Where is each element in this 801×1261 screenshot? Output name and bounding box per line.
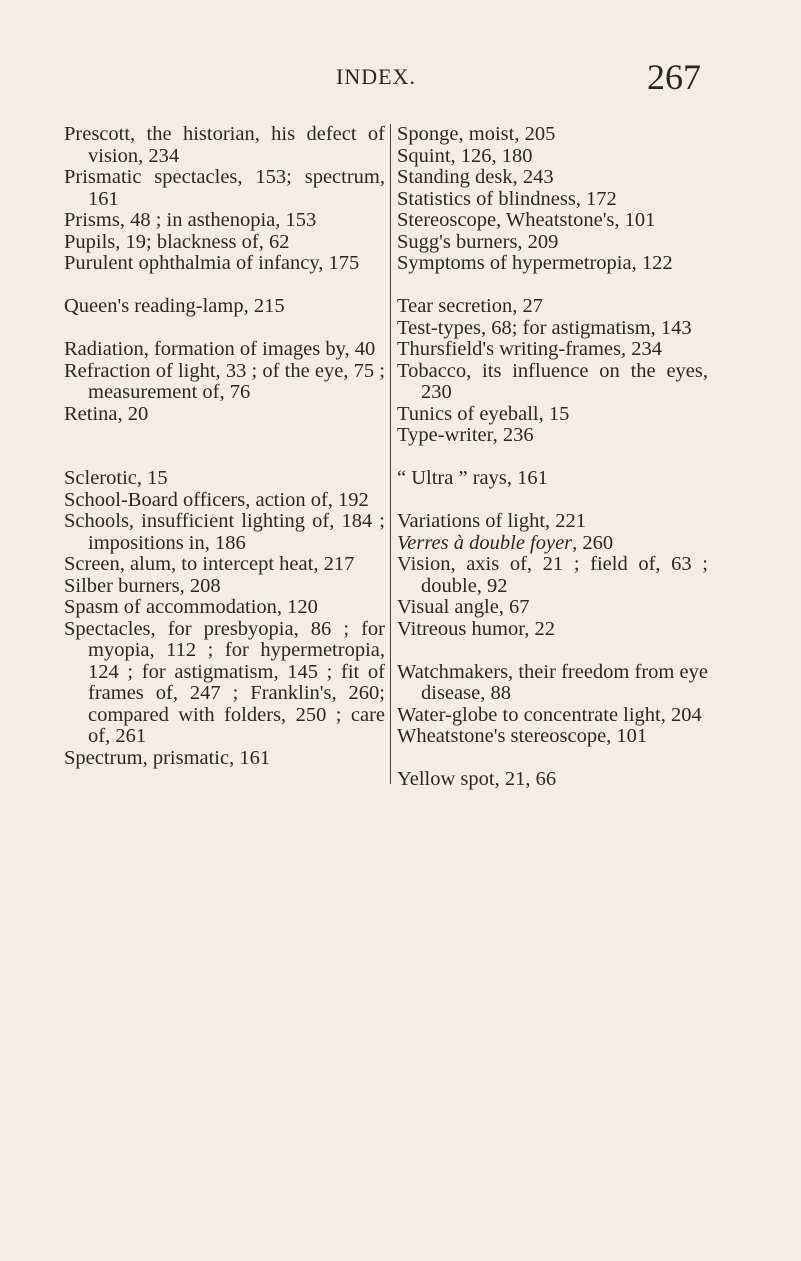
- index-entry: Spectrum, prismatic, 161: [64, 746, 271, 769]
- index-entry: Prisms, 48 ; in asthenopia, 153: [64, 209, 317, 231]
- index-entry: Sclerotic, 15: [64, 467, 168, 489]
- entry-gap: [397, 640, 708, 662]
- index-entry: Squint, 126, 180: [397, 144, 533, 167]
- index-entry: Prismatic spectacles, 153; spectrum, 161: [64, 166, 385, 210]
- index-entry: Statistics of blindness, 172: [397, 187, 617, 210]
- index-entry: Visual angle, 67: [397, 596, 530, 618]
- index-entry: Spectacles, for presbyopia, 86 ; for myopia, 112 ; for hypermetropia, 124 ; for astigmatism, 145 ; fit of frames of, 247 ; Franklin's, 260; compared with folders, 250 ; care of, 261: [64, 617, 385, 747]
- index-entry: Sugg's burners, 209: [397, 230, 559, 253]
- index-entry: Pupils, 19; blackness of, 62: [64, 230, 290, 253]
- entry-gap: [64, 447, 385, 469]
- index-entry: Refraction of light, 33 ; of the eye, 75 ; measurement of, 76: [64, 359, 385, 403]
- index-entry-italic: Verres à double foyer: [397, 531, 573, 554]
- index-column-left: [64, 124, 385, 769]
- index-entry: Sponge, moist, 205: [397, 123, 556, 145]
- index-entry: Thursfield's writing-frames, 234: [397, 338, 663, 360]
- entry-gap: [397, 748, 708, 770]
- index-entry: Variations of light, 221: [397, 510, 587, 532]
- index-entry: Queen's reading-lamp, 215: [64, 295, 285, 317]
- index-entry: Stereoscope, Wheatstone's, 101: [397, 209, 656, 231]
- index-entry: Water-globe to concentrate light, 204: [397, 703, 702, 726]
- index-entry: Tunics of eyeball, 15: [397, 402, 570, 425]
- index-entry: Yellow spot, 21, 66: [397, 768, 557, 790]
- entry-gap: [64, 425, 385, 447]
- index-entry: Vitreous humor, 22: [397, 617, 555, 640]
- page-header: [0, 58, 801, 98]
- index-entry: Vision, axis of, 21 ; field of, 63 ; double, 92: [397, 553, 708, 597]
- index-entry: Type-writer, 236: [397, 424, 534, 446]
- index-entry: Silber burners, 208: [64, 574, 221, 597]
- index-entry: Retina, 20: [64, 402, 149, 425]
- index-entry: Watchmakers, their freedom from eye disease, 88: [397, 660, 708, 704]
- index-entry: Tobacco, its influence on the eyes, 230: [397, 359, 708, 403]
- index-entry: Spasm of accommodation, 120: [64, 596, 318, 618]
- running-title: INDEX.: [336, 64, 416, 89]
- index-entry-text: , 260: [572, 531, 614, 554]
- index-entry: “ Ultra ” rays, 161: [397, 467, 548, 489]
- entry-gap: [397, 490, 708, 512]
- entry-gap: [397, 447, 708, 469]
- index-entry: Wheatstone's stereoscope, 101: [397, 725, 648, 747]
- index-entry: Symptoms of hypermetropia, 122: [397, 252, 673, 274]
- index-entry: Tear secretion, 27: [397, 295, 543, 317]
- page-number: 267: [647, 57, 701, 97]
- entry-gap: [397, 275, 708, 297]
- index-entry: Screen, alum, to intercept heat, 217: [64, 553, 355, 575]
- index-entry: Prescott, the historian, his defect of vision, 234: [64, 123, 385, 167]
- index-entry: Radiation, formation of images by, 40: [64, 338, 376, 360]
- index-entry: [397, 533, 708, 555]
- entry-gap: [64, 318, 385, 340]
- index-entry: Standing desk, 243: [397, 166, 554, 188]
- index-entry: Schools, insufficient lighting of, 184 ; impositions in, 186: [64, 510, 385, 554]
- index-entry: School-Board officers, action of, 192: [64, 488, 369, 511]
- index-column-right: [397, 124, 708, 791]
- entry-gap: [64, 275, 385, 297]
- index-entry: Test-types, 68; for astigmatism, 143: [397, 316, 692, 339]
- index-entry: Purulent ophthalmia of infancy, 175: [64, 252, 360, 274]
- column-divider: [390, 124, 391, 784]
